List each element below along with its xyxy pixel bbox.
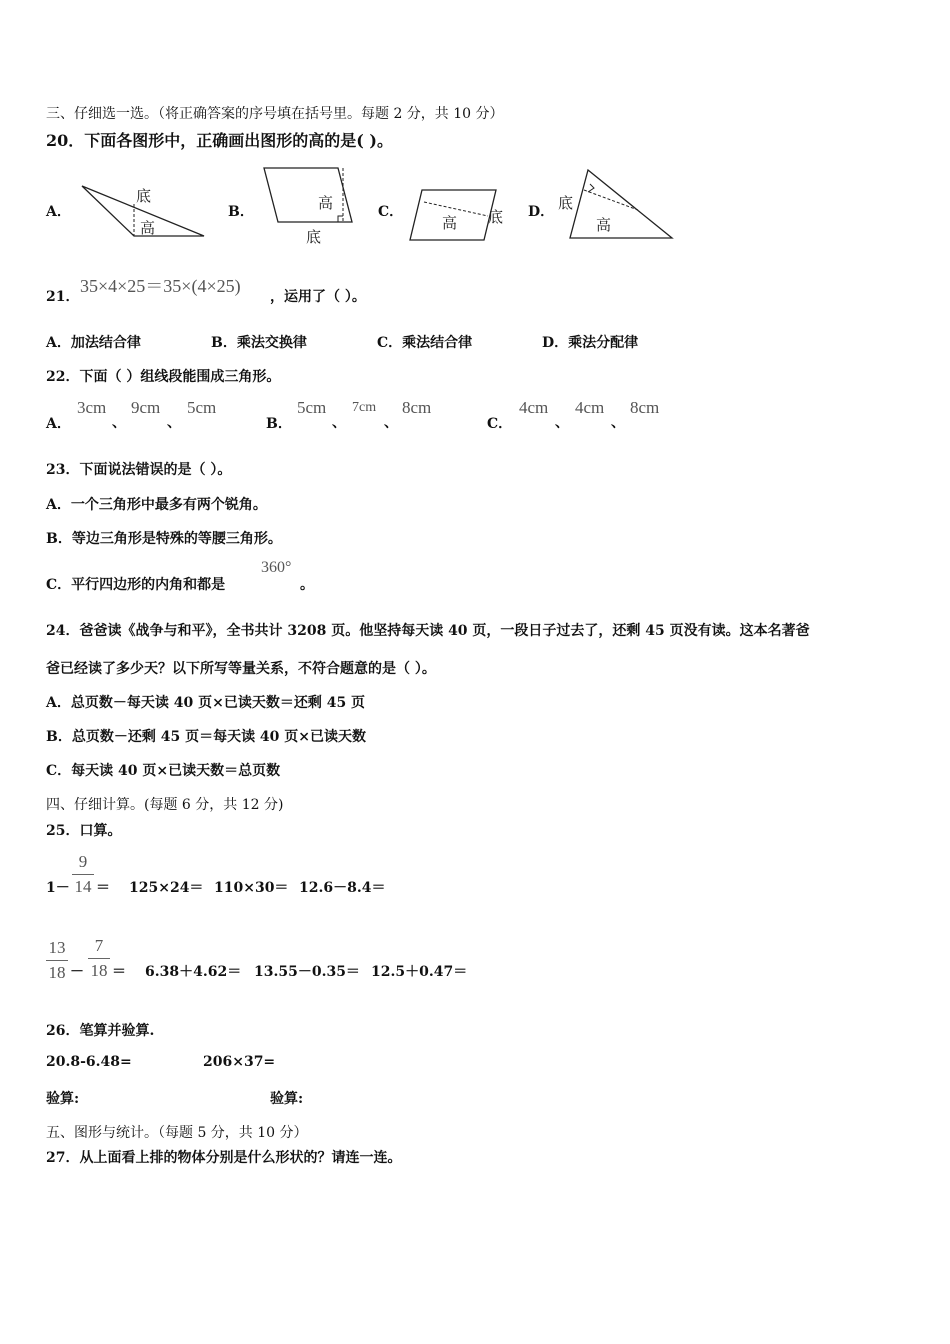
q20-a-base-label: 底 [136,187,152,205]
q25-r2-frac1-den: 18 [48,963,66,982]
q20-label-a: A． [46,204,71,220]
q20-label-c: C． [378,204,404,220]
q20-figure-b [258,164,358,248]
q25-r2-equals: ＝ [112,964,126,980]
q25-r1-equals: ＝ [96,880,110,896]
q25-r1-prefix: 1－ [46,880,70,896]
q23-option-a: A．一个三角形中最多有两个锐角。 [46,497,267,513]
q20-b-base-label: 底 [306,228,322,246]
q20-c-height-label: 高 [442,214,458,232]
q21-number: 21． [46,289,80,305]
q21-expression: 35×4×25＝35×(4×25) [80,276,241,296]
q21-tail: ，运用了（ ）。 [270,289,366,305]
q20-label-b: B． [228,204,254,220]
q26-calc-1: 20.8-6.48= [46,1054,132,1070]
q22-label-c: C． [487,416,513,432]
q21-option-a: A．加法结合律 [46,335,141,351]
q20-figure-c [406,184,516,244]
q20-figure-a [78,180,208,242]
q26-calc-2: 206×37= [203,1054,276,1070]
q25-stem: 25．口算。 [46,823,122,839]
fraction-bar [46,960,68,961]
q20-figure-d [552,164,678,244]
q25-r2-item-2: 13.55－0.35＝ [254,964,360,980]
q22-label-a: A． [46,416,71,432]
q24-stem-line-2: 爸已经读了多少天？以下所写等量关系，不符合题意的是（ ）。 [46,661,436,677]
q22-stem: 22．下面（ ）组线段能围成三角形。 [46,369,281,385]
q20-stem: 20．下面各图形中，正确画出图形的高的是( )。 [46,131,393,150]
q24-stem-line-1: 24．爸爸读《战争与和平》，全书共计 3208 页。他坚持每天读 40 页，一段日子过去了，还剩 45 页没有读。这本名著爸 [46,623,810,639]
q22-c-len-1: 4cm [519,398,549,417]
q25-r2-frac2-den: 18 [90,961,108,980]
q26-check-2: 验算: [270,1091,304,1107]
q26-check-1: 验算: [46,1091,80,1107]
q20-b-height-label: 高 [318,194,334,212]
q25-r1-frac-num: 9 [78,852,88,871]
q22-c-sep-2: 、 [611,415,625,431]
q22-label-b: B． [266,416,292,432]
q22-b-sep-2: 、 [384,415,398,431]
q23-option-c-value: 360° [261,559,292,576]
q25-r1-item-2: 110×30＝ [214,880,289,896]
q22-c-len-3: 8cm [630,398,660,417]
q25-r2-frac1-num: 13 [48,938,66,957]
q26-stem: 26．笔算并验算. [46,1023,155,1039]
q22-c-sep-1: 、 [555,415,569,431]
q25-r1-fraction [72,852,94,897]
q21-option-b: B．乘法交换律 [211,335,307,351]
q24-option-a: A．总页数－每天读 40 页×已读天数＝还剩 45 页 [46,695,366,711]
q23-option-c: C．平行四边形的内角和都是 [46,577,226,593]
q21-option-c: C．乘法结合律 [377,335,473,351]
q20-d-base-label: 底 [558,194,574,212]
q25-r2-fraction-1 [46,938,68,983]
q25-r2-fraction-2 [88,936,110,981]
q23-option-b: B．等边三角形是特殊的等腰三角形。 [46,531,282,547]
q24-option-c: C．每天读 40 页×已读天数＝总页数 [46,763,281,779]
q22-a-len-2: 9cm [131,398,161,417]
q22-b-len-3: 8cm [402,398,432,417]
q25-r2-minus: － [70,964,84,980]
q24-option-b: B．总页数－还剩 45 页＝每天读 40 页×已读天数 [46,729,367,745]
q22-a-sep-2: 、 [167,415,181,431]
section-5-title: 五、图形与统计。（每题 5 分，共 10 分） [46,1125,308,1141]
section-3-title: 三、仔细选一选。（将正确答案的序号填在括号里。每题 2 分，共 10 分） [46,106,504,122]
q23-stem: 23．下面说法错误的是（ ）。 [46,462,232,478]
q25-r2-item-1: 6.38＋4.62＝ [145,964,242,980]
q25-r1-item-1: 125×24＝ [129,880,204,896]
q25-r1-frac-den: 14 [74,877,92,896]
section-4-title: 四、仔细计算。(每题 6 分，共 12 分) [46,797,284,813]
q22-b-sep-1: 、 [332,415,346,431]
q22-a-len-3: 5cm [187,398,217,417]
q20-c-base-label: 底 [488,208,504,226]
q20-a-height-label: 高 [140,219,156,237]
fraction-bar [72,874,94,875]
q25-r2-frac2-num: 7 [94,936,104,955]
q22-c-len-2: 4cm [575,398,605,417]
fraction-bar [88,958,110,959]
q25-r2-item-3: 12.5＋0.47＝ [371,964,468,980]
q22-b-len-1: 5cm [297,398,327,417]
q25-r1-item-3: 12.6－8.4＝ [299,880,386,896]
q20-d-height-label: 高 [596,216,612,234]
q22-a-len-1: 3cm [77,398,107,417]
q22-a-sep-1: 、 [112,415,126,431]
q27-stem: 27．从上面看上排的物体分别是什么形状的？请连一连。 [46,1150,402,1166]
q22-b-len-2: 7cm [352,400,377,415]
q21-option-d: D．乘法分配律 [542,335,639,351]
q23-option-c-end: 。 [300,577,314,593]
q20-label-d: D． [528,204,555,220]
